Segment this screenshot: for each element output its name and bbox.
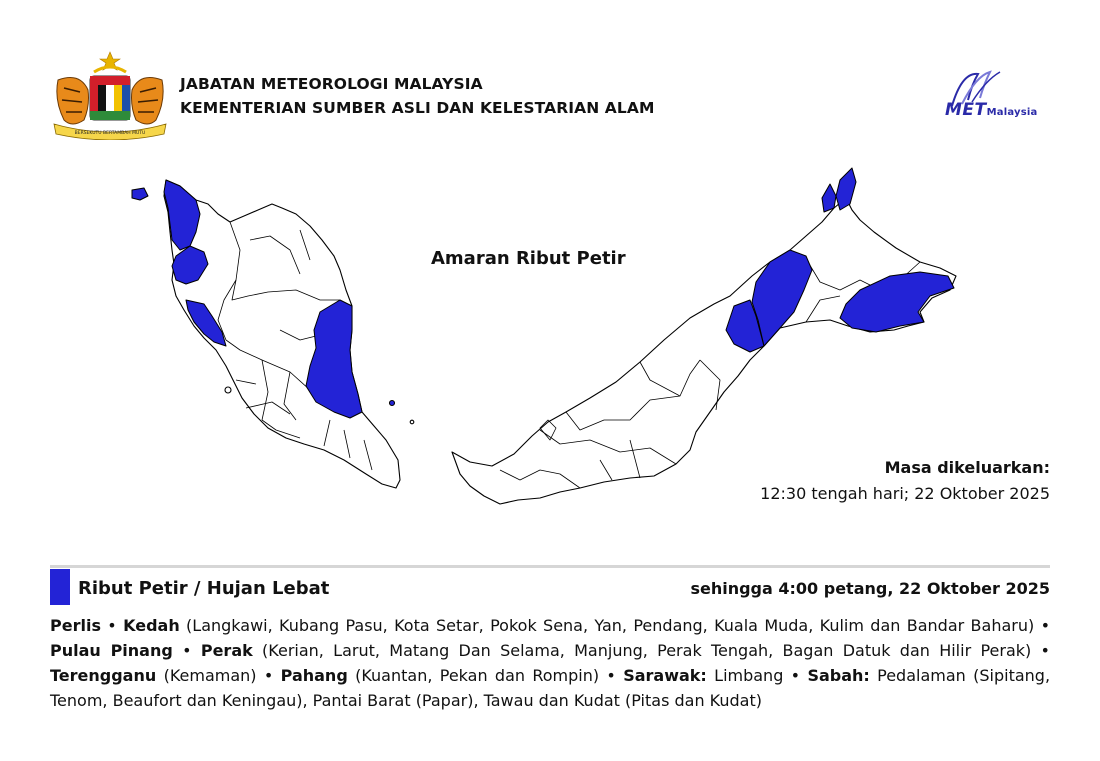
area-details: Pedalaman (Sipitang, Tenom, Beaufort dan Keningau), Pantai Barat (Papar), Tawau dan Kudat (Pitas dan Kudat) bbox=[50, 666, 1051, 710]
area-details: (Kerian, Larut, Matang Dan Selama, Manjung, Perak Tengah, Bagan Datuk dan Hilir Perak) bbox=[252, 641, 1032, 660]
area-separator: • bbox=[100, 616, 124, 635]
area-state: Kedah bbox=[123, 616, 180, 635]
area-details: (Kemaman) bbox=[156, 666, 257, 685]
issued-label: Masa dikeluarkan: bbox=[884, 458, 1050, 477]
warning-valid-until: sehingga 4:00 petang, 22 Oktober 2025 bbox=[690, 579, 1050, 598]
area-state: Sarawak: bbox=[623, 666, 707, 685]
area-state: Pahang bbox=[280, 666, 348, 685]
area-state: Perlis bbox=[50, 616, 101, 635]
ministry-name: KEMENTERIAN SUMBER ASLI DAN KELESTARIAN ALAM bbox=[180, 99, 655, 117]
warning-level-marker bbox=[50, 569, 70, 605]
map-title: Amaran Ribut Petir bbox=[431, 248, 626, 269]
area-state: Sabah: bbox=[807, 666, 870, 685]
issued-time bbox=[760, 455, 1050, 507]
warning-area-langkawi bbox=[132, 188, 148, 200]
area-details: (Langkawi, Kubang Pasu, Kota Setar, Pokok Sena, Yan, Pendang, Kuala Muda, Kulim dan Bandar Baharu) bbox=[179, 616, 1035, 635]
area-separator: • bbox=[172, 641, 201, 660]
area-details: (Kuantan, Pekan dan Rompin) bbox=[347, 666, 600, 685]
crest-ribbon-text: BERSEKUTU BERTAMBAH MUTU bbox=[74, 131, 146, 136]
area-separator: • bbox=[1031, 641, 1050, 660]
org-name: JABATAN METEOROLOGI MALAYSIA bbox=[180, 75, 483, 93]
met-logo-main: MET bbox=[945, 100, 987, 120]
peninsular-malaysia bbox=[164, 180, 414, 488]
area-separator: • bbox=[1034, 616, 1051, 635]
section-divider bbox=[50, 565, 1050, 568]
area-state: Perak bbox=[200, 641, 253, 660]
area-separator: • bbox=[256, 666, 281, 685]
met-logo-sub: Malaysia bbox=[986, 107, 1038, 118]
area-state: Terengganu bbox=[50, 666, 157, 685]
warning-area-kudat-pitas bbox=[822, 184, 836, 212]
affected-areas-list bbox=[50, 613, 1050, 713]
area-state: Pulau Pinang bbox=[50, 641, 173, 660]
issued-value: 12:30 tengah hari; 22 Oktober 2025 bbox=[760, 484, 1050, 503]
area-details: Limbang bbox=[706, 666, 784, 685]
area-separator: • bbox=[599, 666, 624, 685]
area-separator: • bbox=[783, 666, 808, 685]
warning-title: Ribut Petir / Hujan Lebat bbox=[78, 578, 330, 599]
